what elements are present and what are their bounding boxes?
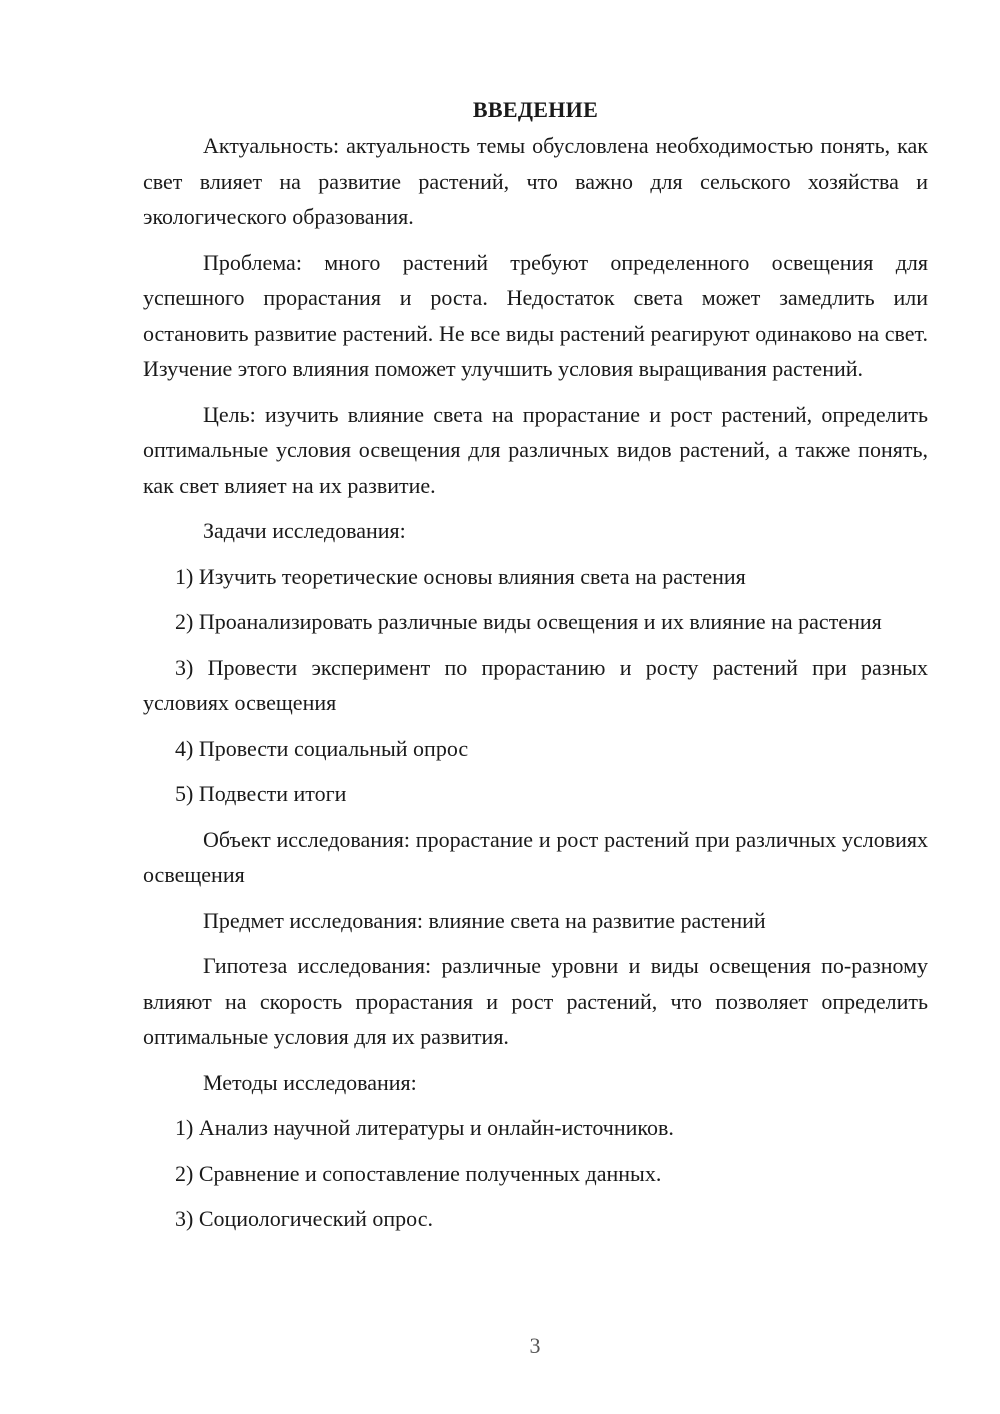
list-item: 1) Анализ научной литературы и онлайн-источников. xyxy=(175,1115,674,1140)
paragraph-goal: Цель: изучить влияние света на прорастание и рост растений, определить оптимальные условия освещения для различных видов растений, а также понять, как свет влияет на их развитие. xyxy=(143,401,928,498)
list-item: 1) Изучить теоретические основы влияния света на растения xyxy=(175,563,746,589)
list-item: 3) Социологический опрос. xyxy=(175,1206,433,1231)
list-item: 5) Подвести итоги xyxy=(175,781,347,806)
paragraph-tasks-heading: Задачи исследования: xyxy=(203,518,406,543)
paragraph-problem: Проблема: много растений требуют определенного освещения для успешного прорастания и роста. Недостаток света может замедлить или остановить развитие растений. Не все виды растений реагируют одинаково на свет. Изучение этого влияния поможет улучшить условия выращивания растений. xyxy=(143,249,928,381)
list-item: 2) Сравнение и сопоставление полученных данных. xyxy=(175,1160,662,1186)
paragraph-hypothesis: Гипотеза исследования: различные уровни и виды освещения по-разному влияют на скорость прорастания и рост растений, что позволяет определить оптимальные условия для их развития. xyxy=(143,953,928,1049)
list-item: 2) Проанализировать различные виды освещения и их влияние на растения xyxy=(175,609,882,634)
list-item: 3) Провести эксперимент по прорастанию и росту растений при разных условиях освещения xyxy=(143,654,928,715)
document-page xyxy=(143,92,928,1247)
paragraph-relevance: Актуальность: актуальность темы обусловлена необходимостью понять, как свет влияет на развитие растений, что важно для сельского хозяйства и экологического образования. xyxy=(143,133,928,229)
paragraph-subject: Предмет исследования: влияние света на развитие растений xyxy=(203,907,766,933)
section-title: ВВЕДЕНИЕ xyxy=(472,97,599,122)
paragraph-methods-heading: Методы исследования: xyxy=(203,1069,417,1095)
page-number: 3 xyxy=(529,1333,541,1358)
paragraph-object: Объект исследования: прорастание и рост растений при различных условиях освещения xyxy=(143,826,928,887)
list-item: 4) Провести социальный опрос xyxy=(175,735,469,761)
